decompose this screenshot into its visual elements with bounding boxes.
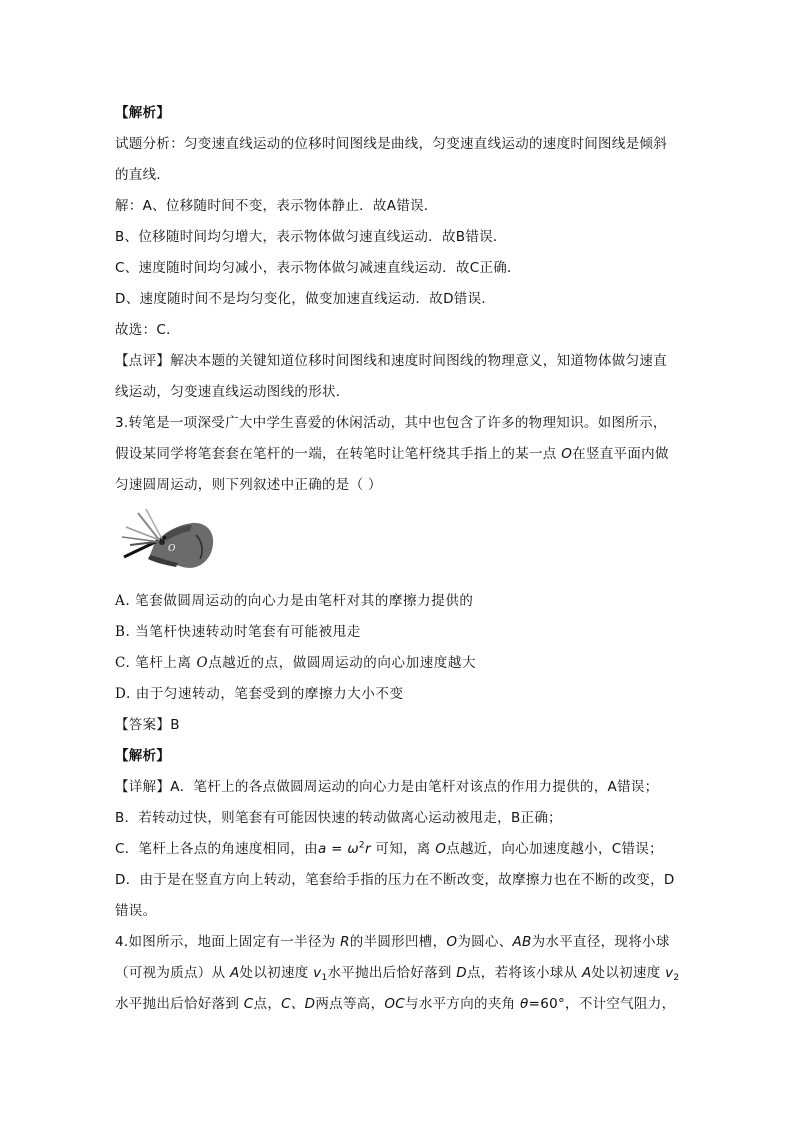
q4-text: 水平抛出后恰好落到: [327, 965, 457, 981]
q4-text: 为圆心、: [457, 934, 513, 950]
point-a: A: [581, 965, 592, 981]
explain-text: 点越近，向心加速度越小，C错误；: [446, 841, 663, 857]
var-r: R: [340, 934, 350, 950]
q3-stem-line-1: 3.转笔是一项深受广大中学生喜爱的休闲活动，其中也包含了许多的物理知识。如图所示，: [115, 415, 667, 431]
q4-text: 4.如图所示，地面上固定有一半径为: [115, 934, 341, 950]
q3-explain-d-line-1: D．由于是在竖直方向上转动，笔套给手指的压力在不断改变，故摩擦力也在不断的改变，D: [115, 872, 675, 888]
q3-explain-c: [115, 839, 663, 859]
q4-text: 点，: [253, 996, 282, 1012]
explain-text: 可知，离: [370, 841, 436, 857]
q4-line-1: [115, 932, 670, 952]
solution-b: B、位移随时间均匀增大，表示物体做匀速直线运动．故B错误．: [115, 229, 507, 245]
q4-text: =60°，不计空气阻力，: [528, 996, 676, 1012]
point-o: O: [435, 841, 447, 857]
q4-text: 处以初速度: [239, 965, 314, 981]
pen-spinning-hand-photo: [120, 505, 216, 573]
var-v1: v: [313, 965, 322, 981]
q3-explain-b: B．若转动过快，则笔套有可能因快速的转动做离心运动被甩走，B正确；: [115, 810, 562, 826]
solution-c: C、速度随时间均匀减小，表示物体做匀减速直线运动．故C正确．: [115, 260, 521, 276]
q3-stem-line-2: [115, 444, 669, 464]
segment-oc: OC: [384, 996, 406, 1012]
var-v2: v: [665, 965, 674, 981]
var-v1-subscript: 1: [321, 973, 328, 983]
point-d: D: [456, 965, 467, 981]
q3-explain-a: 【详解】A．笔杆上的各点做圆周运动的向心力是由笔杆对该点的作用力提供的，A错误；: [115, 779, 659, 795]
jiexi-heading-2: 【解析】: [115, 748, 171, 764]
comment-line-2: 线运动，匀变速直线运动图线的形状．: [115, 384, 350, 400]
var-theta: θ: [520, 996, 529, 1012]
solution-d: D、速度随时间不是均匀变化，做变加速直线运动．故D错误．: [115, 291, 496, 307]
q4-text: 水平抛出后恰好落到: [115, 996, 244, 1012]
formula-square: 2: [358, 840, 365, 851]
figure-o-label: O: [168, 544, 176, 554]
point-o: O: [446, 934, 458, 950]
option-text: 点越近的点，做圆周运动的向心加速度越大: [208, 655, 477, 671]
q3-stem-line-3: 匀速圆周运动，则下列叙述中正确的是（ ）: [115, 477, 382, 493]
point-c: C: [243, 996, 254, 1012]
q4-text: 与水平方向的夹角: [405, 996, 521, 1012]
q3-stem-text: 在竖直平面内做: [572, 446, 669, 462]
point-a: A: [230, 965, 240, 981]
solution-a: 解：A、位移随时间不变，表示物体静止．故A错误．: [115, 198, 438, 214]
choose-line: 故选：C．: [115, 322, 180, 338]
formula-a: a: [317, 841, 327, 857]
q3-explain-d-line-2: 错误。: [115, 903, 157, 919]
var-v2-subscript: 2: [673, 973, 680, 983]
comment-line-1: 【点评】解决本题的关键知道位移时间图线和速度时间图线的物理意义，知道物体做匀速直: [115, 353, 667, 369]
analysis-line-1: 试题分析：匀变速直线运动的位移时间图线是曲线，匀变速直线运动的速度时间图线是倾斜: [115, 136, 667, 152]
formula-eq: =: [326, 841, 348, 857]
q4-text: 的半圆形凹槽，: [349, 934, 447, 950]
q3-option-c: [115, 653, 476, 673]
q3-answer: 【答案】B: [115, 717, 180, 733]
q3-option-a: A. 笔套做圆周运动的向心力是由笔杆对其的摩擦力提供的: [115, 593, 474, 609]
points-cd: C、D: [281, 996, 316, 1012]
point-o: O: [561, 446, 573, 462]
option-text: C. 笔杆上离: [115, 655, 197, 671]
q3-option-b: B. 当笔杆快速转动时笔套有可能被甩走: [115, 624, 361, 640]
analysis-line-2: 的直线．: [115, 167, 171, 183]
formula-omega: ω: [347, 841, 359, 857]
explain-text: C．笔杆上各点的角速度相同，由: [115, 841, 318, 857]
q4-text: 处以初速度: [591, 965, 666, 981]
jiexi-heading-1: 【解析】: [115, 105, 171, 121]
q4-text: 点，若将该小球从: [466, 965, 582, 981]
point-o: O: [196, 655, 209, 671]
q4-text: 两点等高，: [315, 996, 385, 1012]
q4-line-3: [115, 994, 675, 1014]
q4-line-2: [115, 963, 679, 983]
pen-spinning-figure: [120, 505, 216, 573]
q3-option-d: D. 由于匀速转动，笔套受到的摩擦力大小不变: [115, 686, 404, 702]
formula-r: r: [364, 841, 371, 857]
q3-stem-text: 假设某同学将笔套套在笔杆的一端，在转笔时让笔杆绕其手指上的某一点: [115, 446, 562, 462]
q4-text: （可视为质点）从: [115, 965, 230, 981]
q4-text: 为水平直径，现将小球: [531, 934, 670, 950]
segment-ab: AB: [512, 934, 532, 950]
